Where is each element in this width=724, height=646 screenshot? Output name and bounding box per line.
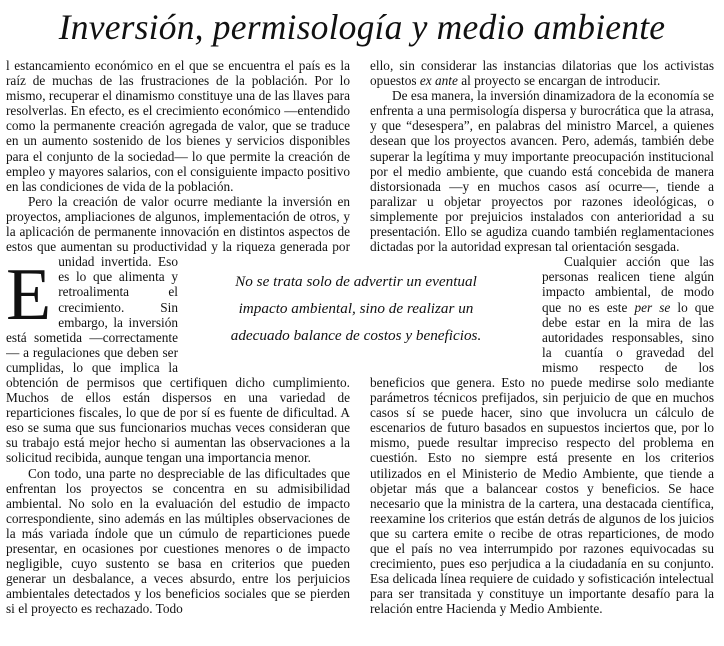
pull-quote-line: adecuado balance de costos y beneficios. (230, 327, 482, 344)
drop-cap: E (6, 254, 52, 336)
text-run: al proyecto se encargan de introducir. (457, 73, 661, 89)
paragraph: Con todo, una parte no despreciable de las dificultades que enfrentan los proyectos se concentra en su admisibilidad ambiental. No solo en la evaluación del estudio de impacto correspondiente, sino además en las múltiples observaciones de la más variada índole que un cúmulo de reparticiones puede presentar, en ocasiones por cuestiones menores o de impacto negligible, cuyo sustento se basa en criterios que pueden generar un desbalance, a veces absurdo, entre los perjuicios ambientales detectados y los beneficios sociales que se pierden si el proyecto es rechazado. Todo (6, 465, 350, 617)
text-run: ello, sin considerar las instancias dilatorias que los activistas opuestos (370, 58, 714, 89)
text-run: lo que debe estar en la mira de las autoridades responsables, sino la cuantía o gravedad del mismo respecto de los beneficios que genera. Esto no puede medirse solo mediante parámetros técnicos prefijados, sin perjuicio de que en muchos casos sí se puede hacer, sino que involucra un cálculo de escenarios de futuro basados en supuestos inciertos que, por lo mismo, puede resultar impreciso respecto del problema en cuestión. Esto no siempre está presente en los criterios utilizados en el Ministerio de Medio Ambiente, que tiende a objetar más que a balancear costos y beneficios. Se hace necesario que la ministra de la cartera, una destacada científica, reexamine los criterios que están detrás de algunos de los juicios que su cartera emite o recibe de otras reparticiones, de modo que el país no vea interrumpido por razones equivocadas su crecimiento, pues eso perjudica a la ciudadanía en su conjunto. Esa delicada línea requiere de cuidado y sofisticación intelectual para ser transitada y constituye un importante desafío para la relación entre Hacienda y Medio Ambiente. (370, 299, 714, 617)
pull-quote-line: impacto ambiental, sino de realizar un (238, 300, 474, 317)
paragraph (370, 58, 714, 88)
pull-quote (196, 268, 516, 349)
paragraph: l estancamiento económico en el que se encuentra el país es la raíz de muchas de las frustraciones de la población. Por lo mismo, recuperar el dinamismo constituye una de las llaves para resolverlas. En efecto, es el crecimiento económico —entendido como la permanente creación agregada de valor, que se traduce en un aumento sostenido de los bienes y servicios disponibles para el conjunto de la sociedad— lo que permite la creación de empleo y mayores salarios, con el consiguiente impacto positivo en las condiciones de vida de la población. (6, 58, 350, 194)
article-title: Inversión, permisología y medio ambiente (58, 7, 666, 47)
article-column-left (6, 58, 350, 644)
paragraph: Pero la creación de valor ocurre mediante la inversión en proyectos, ampliaciones de algunos, implementación de otros, y la aplicación de permanente innovación en distintos aspectos de estos que aumentan su productividad y la riqueza generada por unidad invertida. Eso es lo que alimenta y retroalimenta el crecimiento. Sin embargo, la inversión está sometida —correctamente— a regulaciones que deben ser cumplidas, lo que implica la obtención de permisos que certifiquen dicho cumplimiento. Muchos de ellos están dispersos en una variedad de reparticiones fiscales, lo que de por sí es fuente de dificultad. A eso se suma que sus funcionarios muchas veces consideran que su trabajo está mejor hecho si aumentan las observaciones a la solicitud recibida, aunque tengan una importancia menor. (6, 193, 350, 466)
paragraph: De esa manera, la inversión dinamizadora de la economía se enfrenta a una permisología dispersa y burocrática que la atrasa, y que “desespera”, en palabras del ministro Marcel, a quienes desean que los proyectos avancen. Pero, además, también debe superar la legítima y muy importante preocupación institucional por el medio ambiente, que cuando está concebida de manera distorsionada —y en muchos casos así ocurre—, tiende a paralizar u objetar proyectos por razones ideológicas, o simplemente por prejuicios instalados con anterioridad a su presentación. Ello se agudiza cuando también reglamentaciones dictadas por la autoridad expresan tal orientación sesgada. (370, 88, 714, 255)
text-run: Cualquier acción que las personas realicen tiene algún impacto ambiental, de modo que no es este (542, 254, 714, 315)
article-column-right (370, 58, 714, 644)
text-run-italic: per se (634, 299, 671, 315)
text-run-italic: ex ante (419, 73, 458, 89)
pull-quote-line: No se trata solo de advertir un eventual (235, 273, 477, 290)
